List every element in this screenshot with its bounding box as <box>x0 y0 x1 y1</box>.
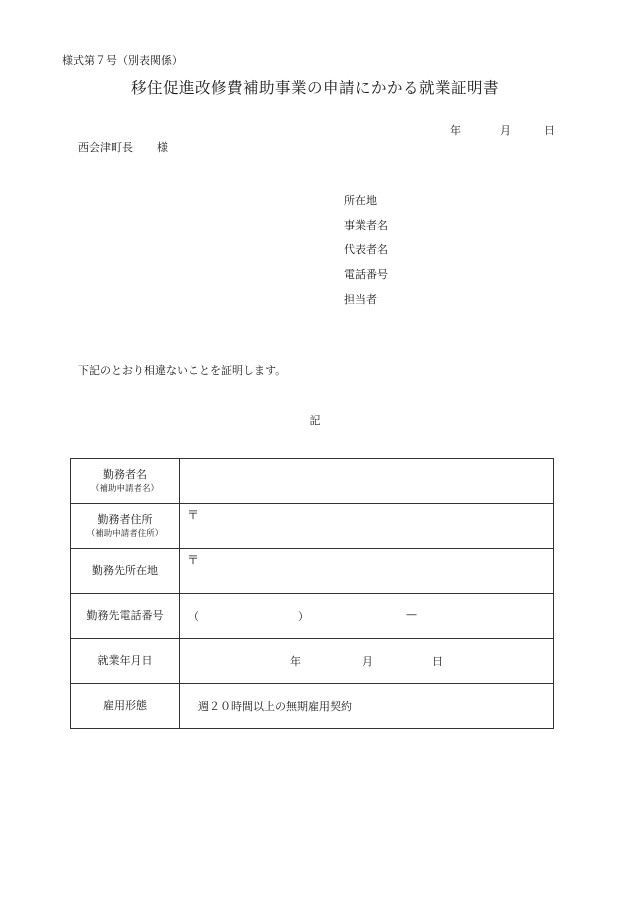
postal-mark: 〒 <box>187 553 200 567</box>
table-row-employment-type <box>71 684 554 729</box>
employment-day-label: 日 <box>432 655 443 668</box>
applicant-phone-label: 電話番号 <box>344 268 388 281</box>
applicant-address-label: 所在地 <box>344 194 377 207</box>
table-row-worker-name <box>71 459 554 504</box>
employment-type-field <box>180 684 554 729</box>
workplace-address-label-cell <box>71 549 180 594</box>
workplace-phone-label-cell <box>71 594 180 639</box>
employment-month-label: 月 <box>362 655 373 668</box>
form-number: 様式第７号（別表関係） <box>62 54 183 67</box>
worker-address-label-cell <box>71 504 180 549</box>
date-year-label: 年 <box>450 124 461 137</box>
employment-certificate-table <box>70 458 554 729</box>
date-month-label: 月 <box>500 124 511 137</box>
employment-year-label: 年 <box>290 655 301 668</box>
document-title: 移住促進改修費補助事業の申請にかかる就業証明書 <box>130 79 499 97</box>
worker-address-field[interactable] <box>180 504 554 549</box>
workplace-address-field[interactable] <box>180 549 554 594</box>
worker-name-label: 勤務者名 <box>103 467 147 481</box>
worker-name-sublabel: （補助申請者名） <box>90 483 159 494</box>
phone-open-paren: （ <box>188 610 199 623</box>
workplace-phone-field[interactable] <box>180 594 554 639</box>
table-row-worker-address <box>71 504 554 549</box>
worker-address-label: 勤務者住所 <box>97 512 153 526</box>
date-day-label: 日 <box>544 124 555 137</box>
workplace-address-label: 勤務先所在地 <box>92 564 158 578</box>
applicant-representative-label: 代表者名 <box>344 243 388 256</box>
employment-type-label-cell <box>71 684 180 729</box>
worker-name-label-cell <box>71 459 180 504</box>
table-row-employment-date <box>71 639 554 684</box>
employment-date-label-cell <box>71 639 180 684</box>
employment-type-value: 週２０時間以上の無期雇用契約 <box>198 700 352 713</box>
workplace-phone-label: 勤務先電話番号 <box>86 609 164 623</box>
applicant-business-name-label: 事業者名 <box>344 219 388 232</box>
applicant-contact-label: 担当者 <box>344 293 377 306</box>
phone-dash: — <box>406 608 417 621</box>
addressee <box>78 139 168 155</box>
table-row-workplace-phone <box>71 594 554 639</box>
table-row-workplace-address <box>71 549 554 594</box>
addressee-honorific: 様 <box>157 141 168 154</box>
employment-date-label: 就業年月日 <box>97 654 153 668</box>
worker-name-field[interactable] <box>180 459 554 504</box>
ki-heading: 記 <box>309 414 321 427</box>
addressee-name: 西会津町長 <box>78 141 133 154</box>
employment-date-field[interactable] <box>180 639 554 684</box>
certification-statement: 下記のとおり相違ないことを証明します。 <box>78 364 287 377</box>
worker-address-sublabel: （補助申請者住所） <box>86 528 164 539</box>
postal-mark: 〒 <box>187 508 200 522</box>
employment-type-label: 雇用形態 <box>103 699 147 713</box>
phone-close-paren: ） <box>298 610 309 623</box>
